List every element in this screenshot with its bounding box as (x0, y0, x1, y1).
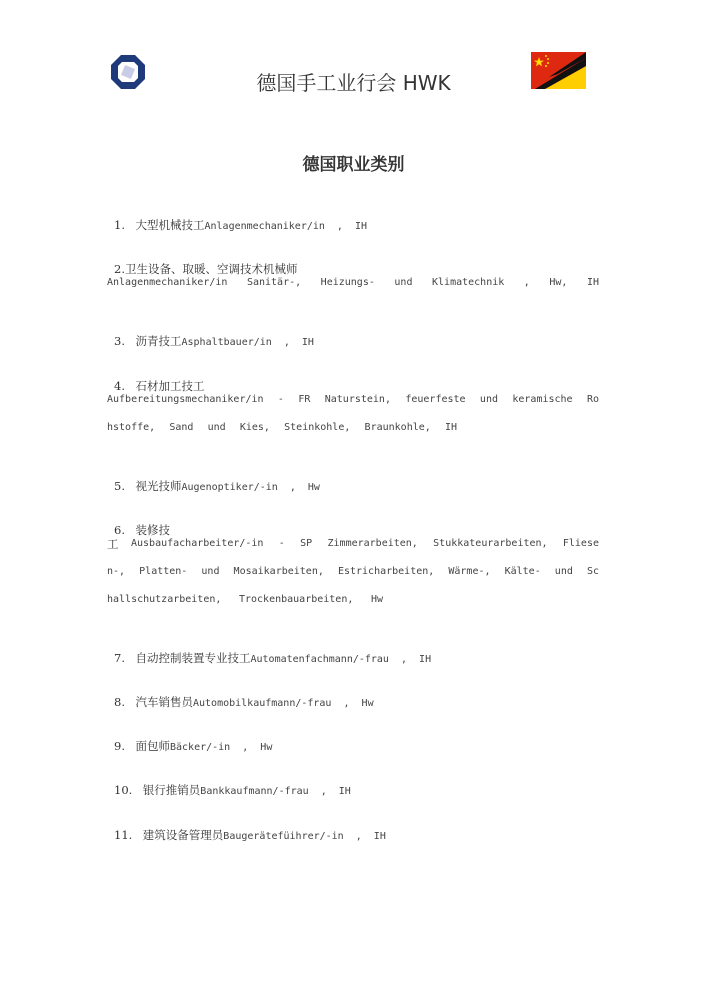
item-chinese-continuation: 工 (107, 537, 119, 551)
list-item (107, 248, 599, 277)
item-number: 6. (114, 523, 125, 537)
item-german: Augenoptiker/-in , Hw (181, 482, 320, 493)
list-item (107, 320, 599, 350)
list-item (107, 365, 599, 394)
item-number: 8. (114, 695, 125, 709)
item-number: 11. (114, 828, 133, 842)
item-chinese: 卫生设备、取暖、空调技术机械师 (124, 262, 298, 276)
item-chinese: 沥青技工 (135, 334, 182, 348)
page-title: 德国职业类别 (302, 155, 405, 175)
item-chinese: 大型机械技工 (135, 218, 205, 232)
item-chinese: 银行推销员 (142, 783, 201, 797)
item-german: Anlagenmechaniker/in , IH (204, 221, 368, 232)
item-german: Bankkaufmann/-frau , IH (200, 786, 351, 797)
item-chinese-continuation (107, 537, 127, 552)
item-chinese: 面包师 (135, 739, 170, 753)
item-chinese: 装修技 (135, 523, 170, 537)
item-german-line: Anlagenmechaniker/in Sanitär-, Heizungs- und Klimatechnik , Hw, IH (107, 277, 599, 288)
list-item (107, 465, 599, 495)
item-german: Automatenfachmann/-frau , IH (250, 654, 432, 665)
item-number: 1. (114, 218, 125, 232)
item-german-line: Aufbereitungsmechaniker/in - FR Naturstein, feuerfeste und keramische Ro (107, 394, 599, 405)
list-item (107, 725, 599, 755)
list-item (107, 637, 599, 667)
item-number: 3. (114, 334, 125, 348)
item-chinese: 建筑设备管理员 (142, 828, 224, 842)
list-item (107, 769, 599, 799)
list-item (107, 509, 599, 538)
list-item (107, 681, 599, 711)
list-item (107, 814, 599, 844)
china-germany-flag-icon (531, 52, 586, 89)
item-german-line: hstoffe, Sand und Kies, Steinkohle, Braunkohle, IH (107, 422, 457, 433)
item-chinese: 石材加工技工 (135, 379, 205, 393)
item-number: 2. (114, 262, 125, 276)
item-number: 9. (114, 739, 125, 753)
item-german-line: n-, Platten- und Mosaikarbeiten, Estricharbeiten, Wärme-, Kälte- und Sc (107, 566, 599, 577)
item-number: 5. (114, 479, 125, 493)
item-number: 4. (114, 379, 125, 393)
item-number: 7. (114, 651, 125, 665)
item-chinese: 汽车销售员 (135, 695, 193, 709)
list-item (107, 204, 599, 234)
item-german: Bäcker/-in , Hw (169, 742, 273, 753)
item-german: Automobilkaufmann/-frau , Hw (192, 698, 374, 709)
item-number: 10. (114, 783, 133, 797)
item-chinese: 视光技师 (135, 479, 182, 493)
item-german: Baugerätefüihrer/-in , IH (223, 831, 386, 842)
header-title: 德国手工业行会 HWK (256, 71, 451, 95)
item-chinese: 自动控制装置专业技工 (135, 651, 251, 665)
item-german-line: Ausbaufacharbeiter/-in - SP Zimmerarbeiten, Stukkateurarbeiten, Fliese (131, 538, 599, 549)
item-german-line: hallschutzarbeiten, Trockenbauarbeiten, Hw (107, 594, 383, 605)
item-german: Asphaltbauer/in , IH (181, 337, 314, 348)
